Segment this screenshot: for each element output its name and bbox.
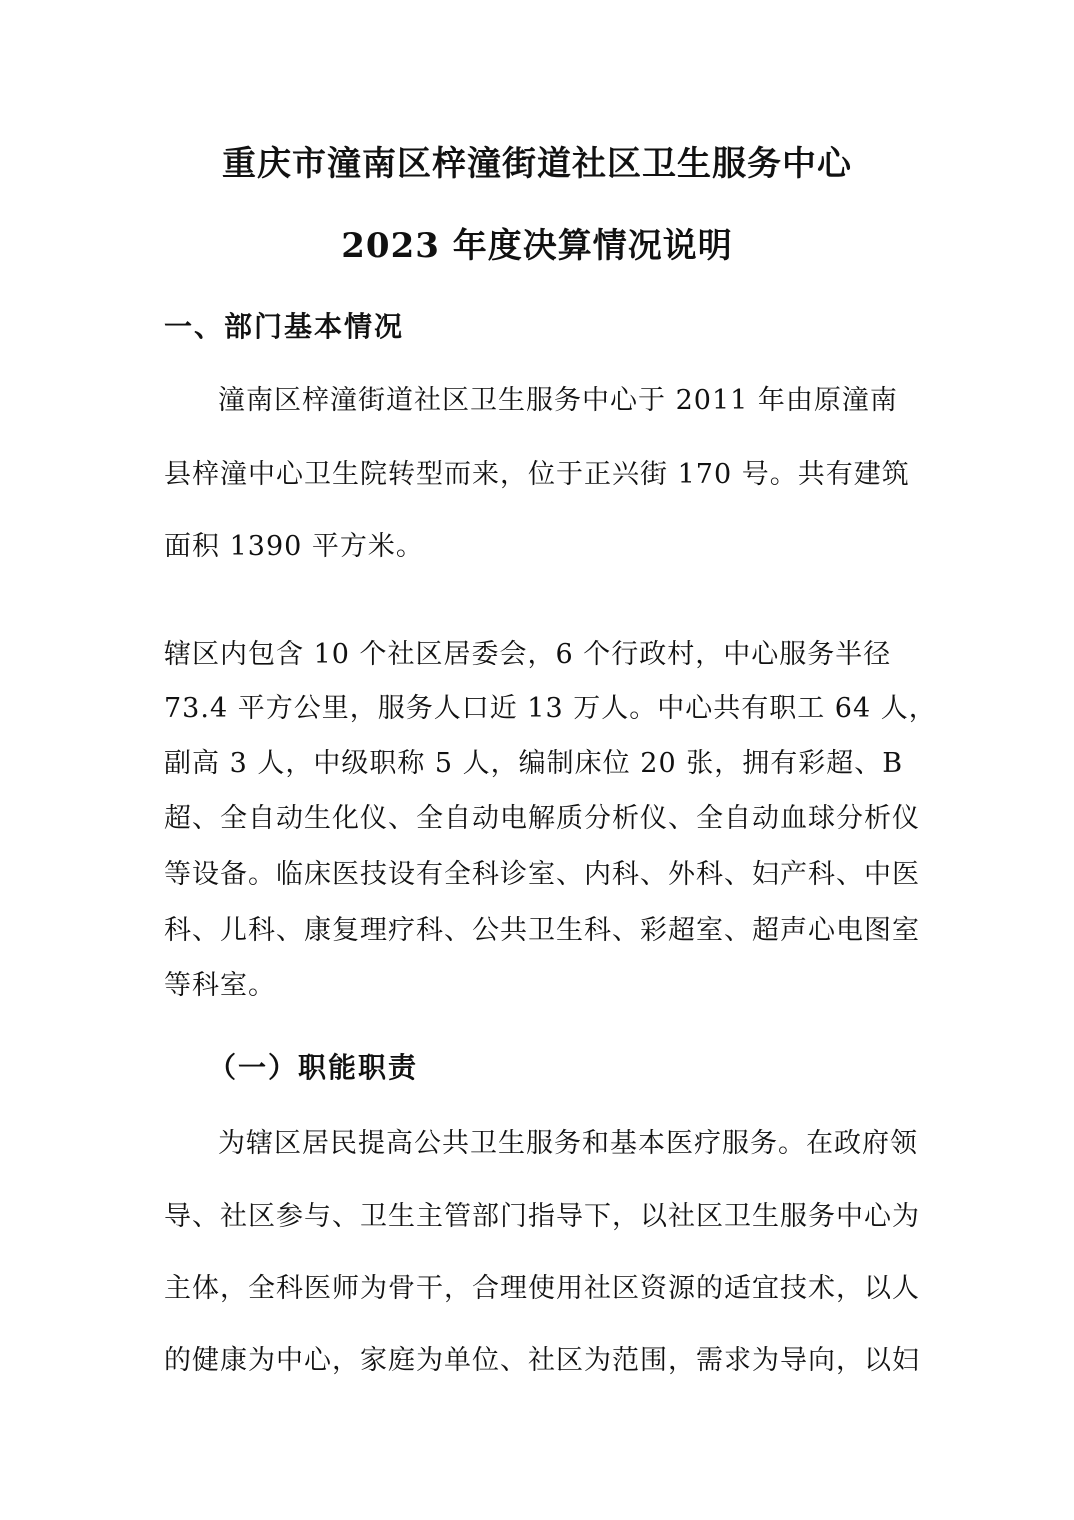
- paragraph-line: 辖区内包含 10 个社区居委会，6 个行政村，中心服务半径: [164, 639, 892, 670]
- paragraph-line: 科、儿科、康复理疗科、公共卫生科、彩超室、超声心电图室: [164, 915, 920, 946]
- paragraph-line: 73.4 平方公里，服务人口近 13 万人。中心共有职工 64 人，: [164, 693, 937, 724]
- paragraph-line: 导、社区参与、卫生主管部门指导下，以社区卫生服务中心为: [164, 1201, 920, 1232]
- section-heading: 一、部门基本情况: [164, 310, 405, 343]
- subsection-heading: （一）职能职责: [208, 1051, 419, 1084]
- paragraph-line: 等科室。: [164, 970, 276, 1001]
- document-title-line2: 2023 年度决算情况说明: [341, 226, 733, 266]
- paragraph-line: 县梓潼中心卫生院转型而来，位于正兴街 170 号。共有建筑: [164, 459, 910, 490]
- paragraph-line: 面积 1390 平方米。: [164, 531, 424, 562]
- paragraph-line: 主体，全科医师为骨干，合理使用社区资源的适宜技术，以人: [164, 1273, 920, 1304]
- paragraph-line: 等设备。临床医技设有全科诊室、内科、外科、妇产科、中医: [164, 859, 920, 890]
- paragraph-line: 潼南区梓潼街道社区卫生服务中心于 2011 年由原潼南: [218, 385, 898, 416]
- paragraph-line: 副高 3 人，中级职称 5 人，编制床位 20 张，拥有彩超、B: [164, 748, 904, 779]
- document-title-line1: 重庆市潼南区梓潼街道社区卫生服务中心: [222, 144, 852, 184]
- paragraph-line: 超、全自动生化仪、全自动电解质分析仪、全自动血球分析仪: [164, 803, 920, 834]
- paragraph-line: 的健康为中心，家庭为单位、社区为范围，需求为导向，以妇: [164, 1345, 920, 1376]
- paragraph-line: 为辖区居民提高公共卫生服务和基本医疗服务。在政府领: [218, 1128, 918, 1159]
